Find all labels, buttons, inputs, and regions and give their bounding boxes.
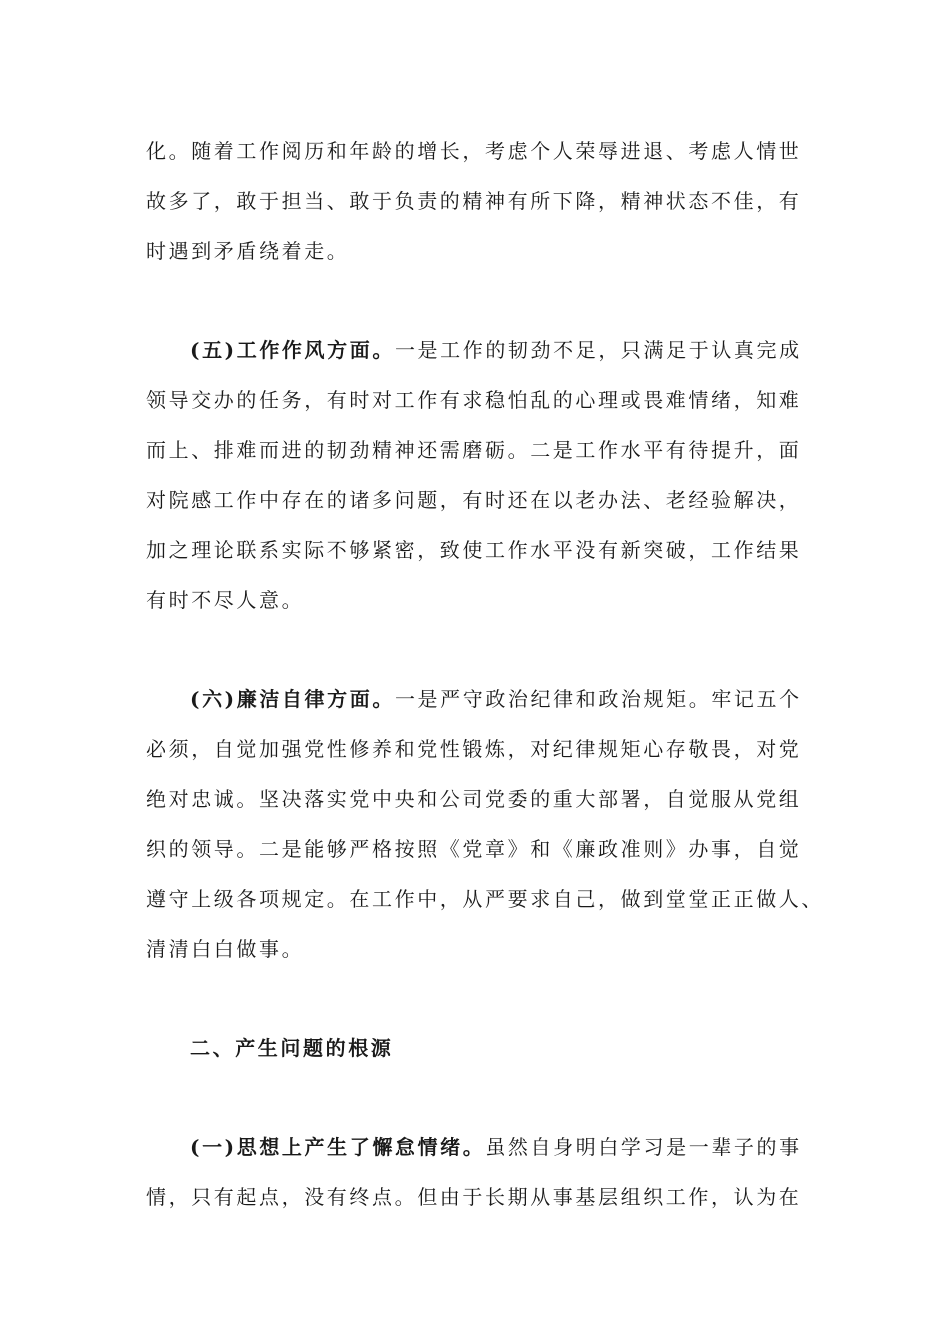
paragraph-line [146,785,816,813]
paragraph-line [146,586,816,614]
line-text: 有时不尽人意。 [146,588,305,612]
line-text: 绝对忠诚。坚决落实党中央和公司党委的重大部署，自觉服从党组 [146,787,802,811]
line-text: 织的领导。二是能够严格按照《党章》和《廉政准则》办事，自觉 [146,837,802,861]
line-text: 虽然自身明白学习是一辈子的事 [485,1135,802,1159]
line-text: 清清白白做事。 [146,937,305,961]
paragraph-line [146,436,816,464]
line-text: 时遇到矛盾绕着走。 [146,239,350,263]
section-heading-line [190,1133,816,1161]
line-text: 化。随着工作阅历和年龄的增长，考虑个人荣辱进退、考虑人情世 [146,139,802,163]
paragraph-line [146,935,816,963]
line-text: 领导交办的任务，有时对工作有求稳怕乱的心理或畏难情绪，知难 [146,388,802,412]
section-heading-line [190,336,816,364]
line-text: 一是严守政治纪律和政治规矩。牢记五个 [394,687,802,711]
paragraph-line [146,486,816,514]
line-text: 必须，自觉加强党性修养和党性锻炼，对纪律规矩心存敬畏，对党 [146,737,802,761]
paragraph-line [146,735,816,763]
paragraph-line [146,885,824,913]
section-lead: (五)工作作风方面。 [190,338,395,362]
paragraph-line [146,386,816,414]
line-text: 一是工作的韧劲不足，只满足于认真完成 [394,338,802,362]
paragraph-line [146,237,816,265]
line-text: 对院感工作中存在的诸多问题，有时还在以老办法、老经验解决， [146,488,802,512]
line-text: 遵守上级各项规定。在工作中，从严要求自己，做到堂堂正正做人、 [146,887,824,911]
section-lead: (一)思想上产生了懈怠情绪。 [190,1135,486,1159]
line-text: 故多了，敢于担当、敢于负责的精神有所下降，精神状态不佳，有 [146,189,802,213]
section-heading-line [190,685,816,713]
paragraph-line [146,137,816,165]
line-text: 情，只有起点，没有终点。但由于长期从事基层组织工作，认为在 [146,1185,802,1209]
paragraph-line [146,187,816,215]
chapter-heading-text: 二、产生问题的根源 [190,1036,394,1060]
line-text: 加之理论联系实际不够紧密，致使工作水平没有新突破，工作结果 [146,538,802,562]
chapter-heading [190,1034,816,1062]
paragraph-line [146,835,816,863]
line-text: 而上、排难而进的韧劲精神还需磨砺。二是工作水平有待提升，面 [146,438,802,462]
paragraph-line [146,1183,816,1211]
paragraph-line [146,536,816,564]
section-lead: (六)廉洁自律方面。 [190,687,395,711]
